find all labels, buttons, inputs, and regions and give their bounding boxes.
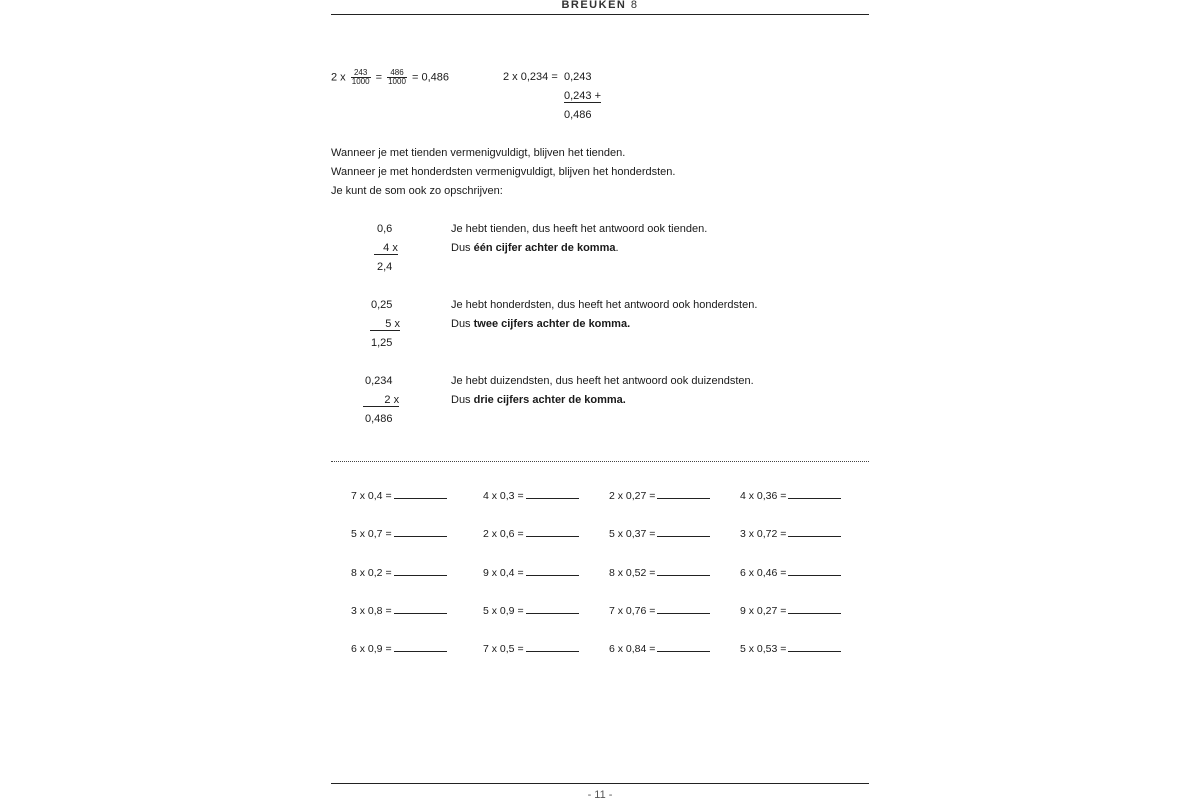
fraction-486-1000 (387, 69, 407, 86)
rule-2-result: 1,25 (371, 337, 393, 349)
exercise-item (609, 566, 710, 579)
rule-2-mult-value: 5 x (385, 318, 400, 330)
exercise-item (740, 527, 841, 540)
exercise-item (483, 527, 579, 540)
fraction-example-prefix: 2 x (331, 71, 346, 84)
rule-1-mult-value: 4 x (383, 242, 398, 254)
fraction-243-1000 (351, 69, 371, 86)
rule-2-mult (370, 318, 400, 331)
addition-line-1: 0,243 (564, 71, 592, 83)
rule-3-text-2-bold: drie cijfers achter de komma. (473, 394, 626, 406)
answer-blank[interactable] (394, 527, 447, 537)
exercise-question: 9 x 0,4 = (483, 567, 524, 579)
exercise-question: 7 x 0,5 = (483, 643, 524, 655)
answer-blank[interactable] (657, 566, 710, 576)
fraction-example (331, 69, 449, 86)
addition-line-2-text: 0,243 + (564, 90, 602, 102)
exercise-question: 4 x 0,36 = (740, 490, 787, 502)
exercise-item (483, 566, 579, 579)
rule-3-result: 0,486 (365, 413, 393, 425)
exercise-item (351, 604, 447, 617)
fraction-result: = 0,486 (411, 71, 449, 84)
answer-blank[interactable] (788, 566, 841, 576)
fraction-denominator: 1000 (351, 77, 370, 86)
exercise-question: 5 x 0,7 = (351, 528, 392, 540)
addition-result: 0,486 (564, 109, 592, 121)
rule-1-mult (374, 242, 398, 255)
exercise-question: 2 x 0,27 = (609, 490, 656, 502)
answer-blank[interactable] (788, 642, 841, 652)
fraction-equals: = (375, 71, 383, 84)
exercise-question: 3 x 0,8 = (351, 605, 392, 617)
answer-blank[interactable] (657, 489, 710, 499)
exercise-item (740, 566, 841, 579)
exercise-question: 7 x 0,4 = (351, 490, 392, 502)
addition-example-prefix: 2 x 0,234 = (503, 71, 558, 83)
exercise-question: 3 x 0,72 = (740, 528, 787, 540)
exercise-item (609, 604, 710, 617)
answer-blank[interactable] (394, 604, 447, 614)
exercise-question: 9 x 0,27 = (740, 605, 787, 617)
answer-blank[interactable] (394, 489, 447, 499)
rule-3-mult-value: 2 x (384, 394, 400, 406)
header-number: 8 (630, 0, 639, 11)
fraction-numerator: 243 (351, 69, 371, 78)
answer-blank[interactable] (394, 642, 447, 652)
addition-line-2 (564, 90, 601, 103)
exercise-question: 8 x 0,52 = (609, 567, 656, 579)
exercise-question: 2 x 0,6 = (483, 528, 524, 540)
rule-3-mult (363, 394, 399, 407)
rule-2-mult-text (370, 318, 400, 331)
answer-blank[interactable] (788, 489, 841, 499)
fraction-numerator: 486 (387, 69, 407, 78)
answer-blank[interactable] (526, 566, 579, 576)
fraction-denominator: 1000 (388, 77, 406, 86)
rule-3-text-1: Je hebt duizendsten, dus heeft het antwoord ook duizendsten. (451, 375, 754, 387)
rule-1-text-2-post: . (615, 242, 619, 254)
exercise-question: 8 x 0,2 = (351, 567, 392, 579)
exercise-item (740, 642, 841, 655)
rule-3-top: 0,234 (365, 375, 393, 387)
exercise-question: 5 x 0,37 = (609, 528, 656, 540)
exercise-question: 5 x 0,53 = (740, 643, 787, 655)
rule-1-result: 2,4 (377, 261, 393, 273)
rule-3-mult-text (363, 394, 399, 407)
exercise-item (483, 604, 579, 617)
footer-rule (331, 783, 869, 784)
exercise-item (483, 489, 579, 502)
exercise-item (609, 642, 710, 655)
rule-2-text-2-bold: twee cijfers achter de komma. (473, 318, 631, 330)
answer-blank[interactable] (657, 527, 710, 537)
exercise-item (351, 527, 447, 540)
exercise-question: 7 x 0,76 = (609, 605, 656, 617)
exercise-item (740, 489, 841, 502)
exercise-item (609, 489, 710, 502)
intro-line-2: Wanneer je met honderdsten vermenigvuldigt, blijven het honderdsten. (331, 166, 676, 178)
exercise-question: 4 x 0,3 = (483, 490, 524, 502)
rule-1-text-1: Je hebt tienden, dus heeft het antwoord ook tienden. (451, 223, 708, 235)
intro-line-1: Wanneer je met tienden vermenigvuldigt, blijven het tienden. (331, 147, 626, 159)
answer-blank[interactable] (526, 489, 579, 499)
intro-line-3: Je kunt de som ook zo opschrijven: (331, 185, 503, 197)
rule-2-top: 0,25 (371, 299, 393, 311)
exercise-question: 6 x 0,9 = (351, 643, 392, 655)
dotted-divider (331, 461, 869, 462)
exercise-item (483, 642, 579, 655)
answer-blank[interactable] (657, 604, 710, 614)
exercise-item (740, 604, 841, 617)
exercise-question: 6 x 0,84 = (609, 643, 656, 655)
answer-blank[interactable] (526, 604, 579, 614)
exercise-question: 6 x 0,46 = (740, 567, 787, 579)
answer-blank[interactable] (394, 566, 447, 576)
answer-blank[interactable] (788, 527, 841, 537)
answer-blank[interactable] (526, 642, 579, 652)
rule-2-text-2 (451, 318, 630, 331)
header-rule (331, 14, 869, 15)
page-header (331, 0, 869, 11)
header-title: BREUKEN (561, 0, 627, 11)
rule-1-mult-text (374, 242, 398, 255)
exercise-item (351, 489, 447, 502)
exercise-item (351, 566, 447, 579)
answer-blank[interactable] (657, 642, 710, 652)
rule-1-text-2-pre: Dus (451, 242, 474, 254)
rule-2-text-1: Je hebt honderdsten, dus heeft het antwoord ook honderdsten. (451, 299, 758, 311)
rule-1-text-2 (451, 242, 619, 255)
rule-2-text-2-pre: Dus (451, 318, 474, 330)
exercise-item (351, 642, 447, 655)
answer-blank[interactable] (788, 604, 841, 614)
page-number: - 11 - (587, 789, 613, 801)
exercise-item (609, 527, 710, 540)
answer-blank[interactable] (526, 527, 579, 537)
exercise-question: 5 x 0,9 = (483, 605, 524, 617)
rule-1-text-2-bold: één cijfer achter de komma (473, 242, 616, 254)
rule-1-top: 0,6 (377, 223, 393, 235)
rule-3-text-2-pre: Dus (451, 394, 474, 406)
rule-3-text-2 (451, 394, 626, 407)
